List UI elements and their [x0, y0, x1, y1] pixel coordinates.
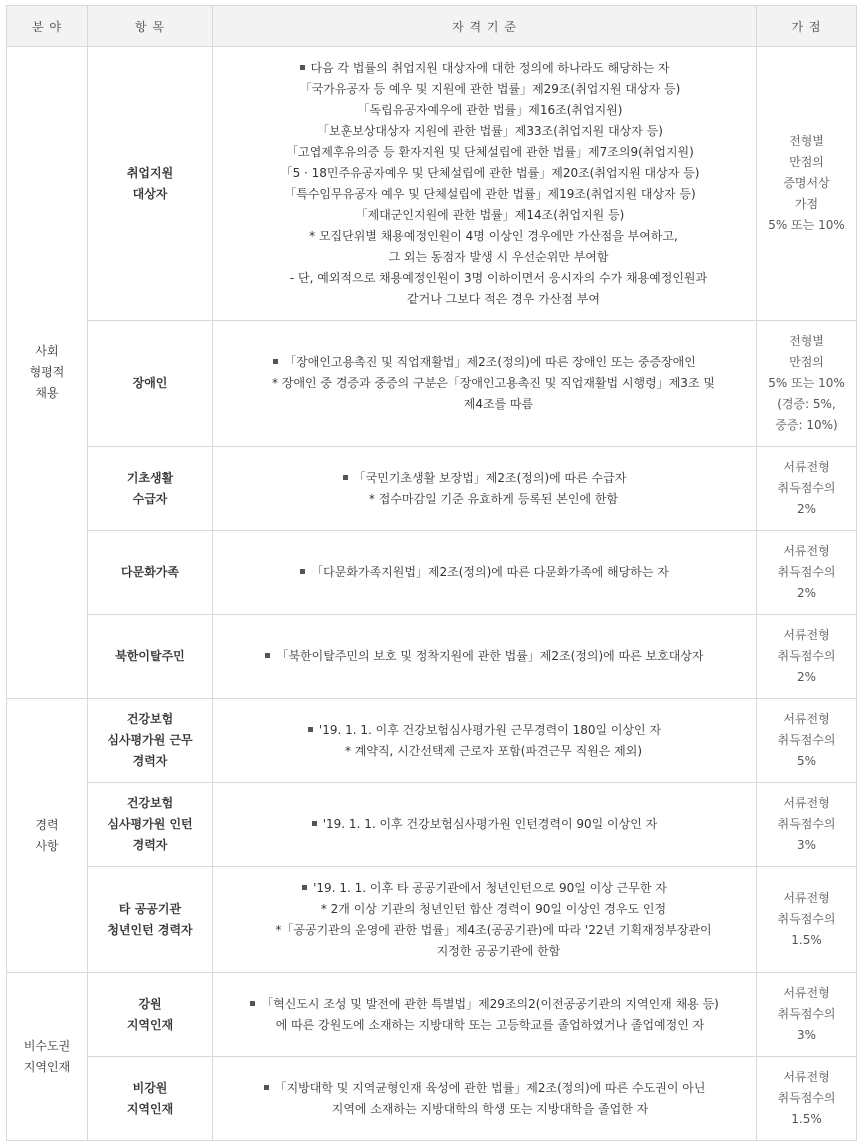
header-bonus: 가 점: [757, 6, 857, 47]
header-field: 분 야: [7, 6, 88, 47]
criteria-main-line: [213, 878, 756, 899]
bonus-label: 취득점수의: [777, 649, 836, 663]
item-label: 경력자: [132, 754, 168, 768]
header-item: 항 목: [88, 6, 213, 47]
criteria-law-line: 「5 · 18민주유공자예우 및 단체설립에 관한 법률」제20조(취업지원 대상자 등): [280, 165, 700, 180]
criteria-law-line: 「제대군인지원에 관한 법률」제14조(취업지원 등): [355, 207, 625, 222]
criteria-law-line: 「고엽제후유의증 등 환자지원 및 단체설립에 관한 법률」제7조의9(취업지원): [286, 144, 694, 159]
table-row: [7, 321, 857, 447]
criteria-cell: [213, 1057, 757, 1141]
item-cell: [88, 47, 213, 321]
criteria-text: 「장애인고용촉진 및 직업재활법」제2조(정의)에 따른 장애인 또는 중증장애인: [284, 355, 696, 369]
bullet-square-icon: [308, 727, 313, 732]
criteria-law-line: 「독립유공자예우에 관한 법률」제16조(취업지원): [357, 102, 623, 117]
qualification-table: [6, 5, 857, 1141]
bonus-label: (경증: 5%,: [777, 397, 836, 411]
item-cell: [88, 321, 213, 447]
criteria-main-line: [213, 814, 756, 835]
bonus-label: 증명서상: [783, 176, 830, 190]
criteria-main-line: [213, 352, 756, 373]
item-label: 타 공공기관: [118, 901, 182, 916]
criteria-note-line: 같거나 그보다 적은 경우 가산점 부여: [407, 291, 600, 306]
criteria-cell: [213, 47, 757, 321]
criteria-main-line: [213, 720, 756, 741]
bonus-label: 3%: [796, 838, 817, 852]
bonus-label: 취득점수의: [777, 912, 836, 926]
item-label: 지역인재: [126, 1101, 174, 1116]
item-label: 대상자: [132, 186, 168, 201]
item-label: 취업지원: [126, 165, 174, 180]
bullet-square-icon: [302, 885, 307, 890]
bullet-square-icon: [300, 569, 305, 574]
table-row: [7, 1057, 857, 1141]
item-label: 심사평가원 인턴: [107, 817, 193, 831]
item-cell: [88, 1057, 213, 1141]
bonus-cell: [757, 447, 857, 531]
bonus-label: 취득점수의: [777, 1091, 836, 1105]
criteria-note-line: * 2개 이상 기관의 청년인턴 합산 경력이 90일 이상인 경우도 인정: [320, 901, 667, 916]
criteria-note-line: 그 외는 동점자 발생 시 우선순위만 부여함: [388, 249, 609, 264]
item-label: 수급자: [132, 491, 168, 506]
bonus-cell: [757, 615, 857, 699]
bonus-label: 중증: 10%): [775, 418, 838, 432]
item-label: 다문화가족: [121, 565, 179, 579]
criteria-cell: [213, 321, 757, 447]
item-label: 장애인: [132, 376, 168, 390]
bonus-label: 취득점수의: [777, 565, 836, 579]
criteria-law-line: 지역에 소재하는 지방대학의 학생 또는 지방대학을 졸업한 자: [331, 1101, 649, 1116]
item-cell: [88, 973, 213, 1057]
bonus-label: 서류전형: [783, 712, 830, 726]
item-label: 심사평가원 근무: [107, 733, 193, 747]
criteria-note-line: 지정한 공공기관에 한함: [436, 943, 561, 958]
criteria-text: 「북한이탈주민의 보호 및 정착지원에 관한 법률」제2조(정의)에 따른 보호대상자: [276, 649, 704, 663]
bonus-label: 가점: [794, 197, 819, 211]
bonus-label: 5% 또는 10%: [768, 376, 845, 390]
bullet-square-icon: [264, 1085, 269, 1090]
criteria-cell: [213, 447, 757, 531]
criteria-cell: [213, 783, 757, 867]
field-label: 경력: [35, 817, 59, 832]
criteria-text: 「국민기초생활 보장법」제2조(정의)에 따른 수급자: [353, 470, 627, 485]
criteria-text: 다음 각 법률의 취업지원 대상자에 대한 정의에 하나라도 해당하는 자: [310, 60, 670, 75]
bonus-label: 취득점수의: [777, 817, 836, 831]
bonus-cell: [757, 47, 857, 321]
criteria-text: '19. 1. 1. 이후 건강보험심사평가원 인턴경력이 90일 이상인 자: [322, 817, 658, 831]
item-label: 강원: [138, 996, 162, 1011]
criteria-cell: [213, 867, 757, 973]
criteria-note-line: * 장애인 중 경증과 중증의 구분은「장애인고용촉진 및 직업재활법 시행령」제3조 및: [272, 376, 715, 390]
criteria-main-line: [213, 1078, 756, 1099]
table-row: [7, 531, 857, 615]
criteria-note-line: - 단, 예외적으로 채용예정인원이 3명 이하이면서 응시자의 수가 채용예정인원과: [289, 270, 708, 285]
bonus-cell: [757, 867, 857, 973]
bonus-label: 전형별: [789, 134, 824, 148]
field-label: 지역인재: [23, 1059, 71, 1074]
item-cell: [88, 447, 213, 531]
item-cell: [88, 615, 213, 699]
bonus-label: 2%: [796, 670, 817, 684]
bonus-cell: [757, 699, 857, 783]
criteria-law-line: 에 따른 강원도에 소재하는 지방대학 또는 고등학교를 졸업하였거나 졸업예정인 자: [275, 1017, 705, 1032]
bonus-label: 서류전형: [783, 796, 830, 810]
field-cell: [7, 973, 88, 1141]
criteria-text: '19. 1. 1. 이후 타 공공기관에서 청년인턴으로 90일 이상 근무한 자: [313, 880, 667, 895]
item-label: 비강원: [132, 1080, 168, 1095]
bonus-label: 서류전형: [783, 986, 830, 1000]
criteria-law-line: 「보훈보상대상자 지원에 관한 법률」제33조(취업지원 대상자 등): [317, 123, 663, 138]
criteria-note-line: * 계약직, 시간선택제 근로자 포함(파견근무 직원은 제외): [344, 743, 643, 758]
item-label: 건강보험: [126, 796, 174, 810]
criteria-cell: [213, 615, 757, 699]
table-row: [7, 867, 857, 973]
item-label: 지역인재: [126, 1017, 174, 1032]
bonus-label: 취득점수의: [777, 733, 836, 747]
bonus-label: 3%: [796, 1028, 817, 1042]
field-label: 형평적: [29, 365, 65, 379]
item-label: 기초생활: [126, 470, 174, 485]
header-row: [7, 6, 857, 47]
bonus-label: 1.5%: [791, 1112, 822, 1126]
bullet-square-icon: [273, 359, 278, 364]
item-cell: [88, 783, 213, 867]
bonus-label: 2%: [796, 586, 817, 600]
item-cell: [88, 699, 213, 783]
table-row: [7, 699, 857, 783]
bullet-square-icon: [265, 653, 270, 658]
bullet-square-icon: [250, 1001, 255, 1006]
bonus-label: 2%: [796, 502, 817, 516]
table-row: [7, 783, 857, 867]
field-cell: [7, 699, 88, 973]
criteria-law-line: 「국가유공자 등 예우 및 지원에 관한 법률」제29조(취업지원 대상자 등): [299, 81, 681, 96]
table-row: [7, 615, 857, 699]
bonus-cell: [757, 321, 857, 447]
bonus-label: 만점의: [789, 155, 824, 169]
bullet-square-icon: [343, 475, 348, 480]
bonus-label: 전형별: [789, 334, 824, 348]
bonus-label: 서류전형: [783, 1070, 830, 1084]
criteria-law-line: 「특수임무유공자 예우 및 단체설립에 관한 법률」제19조(취업지원 대상자 등): [284, 186, 696, 201]
field-label: 사회: [35, 344, 59, 358]
field-cell: [7, 47, 88, 699]
criteria-note-line: 제4조를 따름: [463, 397, 534, 411]
field-label: 비수도권: [23, 1038, 71, 1053]
criteria-main-line: [213, 58, 756, 79]
bonus-label: 취득점수의: [777, 481, 836, 495]
bonus-label: 취득점수의: [777, 1007, 836, 1021]
criteria-text: 「지방대학 및 지역균형인재 육성에 관한 법률」제2조(정의)에 따른 수도권이 아닌: [274, 1080, 706, 1095]
item-cell: [88, 867, 213, 973]
bonus-cell: [757, 783, 857, 867]
criteria-note-line: * 모집단위별 채용예정인원이 4명 이상인 경우에만 가산점을 부여하고,: [309, 228, 678, 243]
item-label: 건강보험: [126, 712, 174, 726]
bonus-label: 1.5%: [791, 933, 822, 947]
bonus-label: 서류전형: [783, 628, 830, 642]
bonus-label: 서류전형: [783, 891, 830, 905]
criteria-cell: [213, 699, 757, 783]
criteria-main-line: [213, 562, 756, 583]
bonus-cell: [757, 531, 857, 615]
bonus-cell: [757, 1057, 857, 1141]
criteria-main-line: [213, 646, 756, 667]
criteria-main-line: [213, 468, 756, 489]
criteria-note-line: * 접수마감일 기준 유효하게 등록된 본인에 한함: [368, 491, 619, 506]
table-row: [7, 447, 857, 531]
bonus-label: 5%: [796, 754, 817, 768]
criteria-text: 「혁신도시 조성 및 발전에 관한 특별법」제29조의2(이전공공기관의 지역인재 채용 등): [261, 996, 719, 1011]
criteria-text: 「다문화가족지원법」제2조(정의)에 따른 다문화가족에 해당하는 자: [311, 565, 669, 579]
item-label: 경력자: [132, 838, 168, 852]
bullet-square-icon: [300, 65, 305, 70]
bonus-label: 5% 또는 10%: [768, 218, 845, 232]
bonus-cell: [757, 973, 857, 1057]
table-row: [7, 973, 857, 1057]
field-label: 채용: [35, 386, 59, 400]
criteria-cell: [213, 973, 757, 1057]
criteria-text: '19. 1. 1. 이후 건강보험심사평가원 근무경력이 180일 이상인 자: [318, 722, 662, 737]
item-label: 청년인턴 경력자: [107, 922, 193, 937]
table-row: [7, 47, 857, 321]
item-label: 북한이탈주민: [115, 649, 185, 663]
item-cell: [88, 531, 213, 615]
bullet-square-icon: [312, 821, 317, 826]
criteria-main-line: [213, 994, 756, 1015]
bonus-label: 서류전형: [783, 460, 830, 474]
criteria-note-line: *「공공기관의 운영에 관한 법률」제4조(공공기관)에 따라 '22년 기획재정부장관이: [275, 922, 712, 937]
bonus-label: 만점의: [789, 355, 824, 369]
table-body: [7, 47, 857, 1141]
header-criteria: 자 격 기 준: [213, 6, 757, 47]
criteria-cell: [213, 531, 757, 615]
field-label: 사항: [35, 838, 59, 853]
bonus-label: 서류전형: [783, 544, 830, 558]
